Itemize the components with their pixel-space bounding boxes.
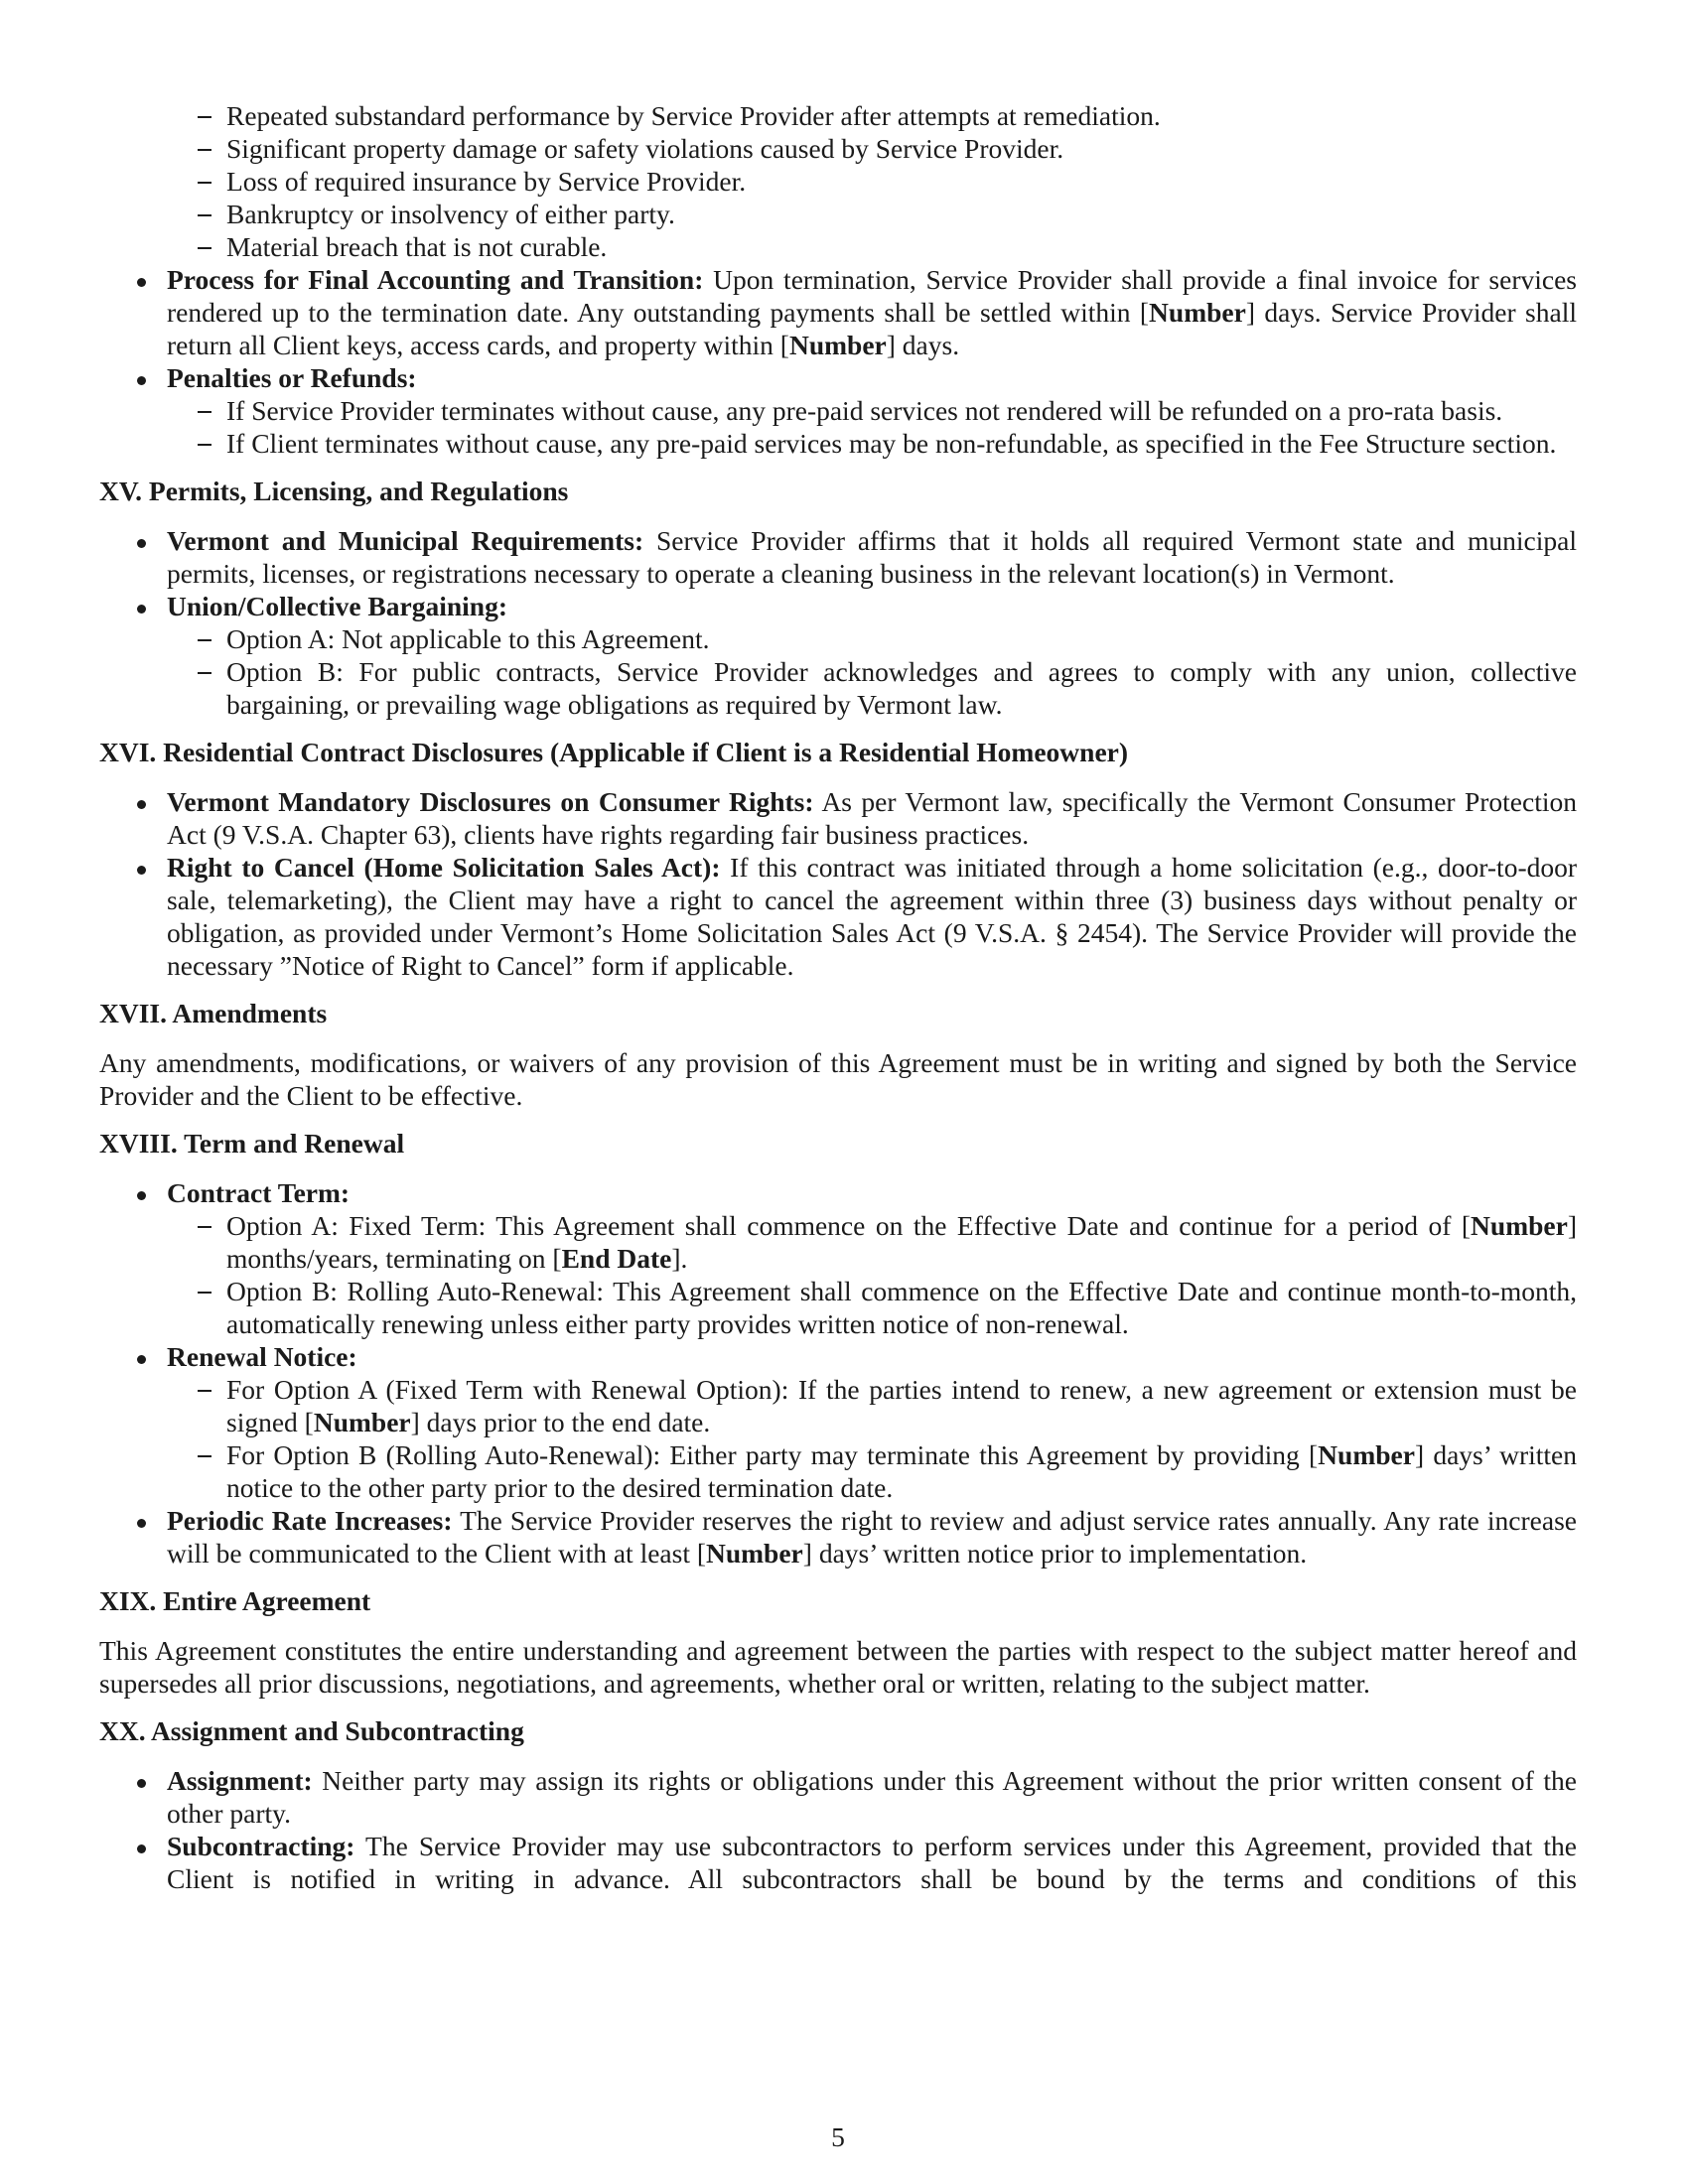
bullet-label: Periodic Rate Increases: [167,1505,453,1536]
sub-list-item [167,165,1577,198]
bullet-item [99,1340,1577,1504]
dash-marker [198,1292,211,1294]
section-heading: XVII. Amendments [99,998,328,1028]
bullet-text [167,1340,1577,1373]
section-heading: XVI. Residential Contract Disclosures (Applicable if Client is a Residential Homeowner) [99,737,1129,767]
text-run: For Option A (Fixed Term with Renewal Option): If the parties intend to renew, a new agreement or extension must be signed [ [226,1374,1577,1437]
text-run: Option B: Rolling Auto-Renewal: This Agreement shall commence on the Effective Date and continue month-to-month, automatically renewing unless either party provides written notice of non-renewal. [226,1276,1577,1339]
sub-item-text [226,165,1577,198]
text-run: This Agreement constitutes the entire understanding and agreement between the parties with respect to the subject matter hereof and supersedes all prior discussions, negotiations, and agreements, whether oral or written, relating to the subject matter. [99,1635,1577,1699]
placeholder-field: Number [1471,1210,1568,1241]
bullet-marker [137,1191,146,1200]
sub-list-item [167,655,1577,721]
sub-list [167,1209,1577,1340]
bullet-text [167,1176,1577,1209]
sub-list-item [167,99,1577,132]
sub-list [167,394,1577,460]
section-paragraph [99,1046,1577,1112]
sub-list-item [167,1275,1577,1340]
bullet-label: Assignment: [167,1765,313,1796]
text-run: ] days prior to the end date. [410,1407,711,1437]
section-xvii [99,997,1577,1112]
text-run: Bankruptcy or insolvency of either party. [226,199,675,229]
text-run: Neither party may assign its rights or obligations under this Agreement without the prior written consent of the other party. [167,1765,1577,1829]
section-heading: XX. Assignment and Subcontracting [99,1715,524,1746]
sub-item-text [226,1438,1577,1504]
bullet-item [99,1504,1577,1570]
bullet-text [167,361,1577,394]
text-run: Loss of required insurance by Service Provider. [226,166,747,197]
section-heading: XVIII. Term and Renewal [99,1128,405,1159]
bullet-text [167,1764,1577,1830]
dash-marker [198,639,211,641]
bullet-text [167,524,1577,590]
section-heading: XV. Permits, Licensing, and Regulations [99,476,569,506]
sub-list-item [167,622,1577,655]
sub-item-text [226,427,1577,460]
bullet-text [167,851,1577,982]
bullet-label: Vermont Mandatory Disclosures on Consumer Rights: [167,786,814,817]
bullet-text [167,1830,1577,1895]
bullet-item [99,1764,1577,1830]
dash-marker [198,214,211,216]
placeholder-field: Number [706,1538,803,1569]
bullet-item [99,1176,1577,1340]
bullet-item [99,263,1577,361]
text-run: Any amendments, modifications, or waivers of any provision of this Agreement must be in writing and signed by both the Service Provider and the Client to be effective. [99,1047,1577,1111]
text-run: Material breach that is not curable. [226,231,608,262]
text-run: Option A: Fixed Term: This Agreement shall commence on the Effective Date and continue for a period of [ [226,1210,1472,1241]
section-paragraph [99,1634,1577,1700]
dash-marker [198,1455,211,1457]
bullet-marker [137,866,146,875]
text-run: ] days. Service Provider shall return all Client keys, access cards, and property within [ [167,297,1577,360]
text-run: ]. [671,1243,688,1274]
sub-item-text [226,99,1577,132]
section-xviii [99,1127,1577,1570]
section-xx [99,1714,1577,1895]
bullet-text [167,1504,1577,1570]
dash-marker [198,672,211,674]
dash-marker [198,1226,211,1228]
sub-item-text [226,655,1577,721]
placeholder-field: Number [1318,1439,1415,1470]
bullet-marker [137,800,146,809]
sub-list-item [167,394,1577,427]
text-run: Option B: For public contracts, Service Provider acknowledges and agrees to comply with any union, collective bargaining, or prevailing wage obligations as required by Vermont law. [226,656,1577,720]
bullet-marker [137,1355,146,1364]
bullet-text [167,785,1577,851]
placeholder-field: Number [313,1407,411,1437]
page-number: 5 [831,2121,845,2152]
bullet-label: Union/Collective Bargaining: [167,591,507,621]
text-run: The Service Provider may use subcontractors to perform services under this Agreement, provided that the Client is notified in writing in advance. All subcontractors shall be bound by the terms and conditions of this [167,1831,1577,1894]
section-xv [99,475,1577,721]
sub-list [167,622,1577,721]
bullet-text [167,263,1577,361]
continued-sub-list [99,99,1577,263]
bullet-label: Penalties or Refunds: [167,362,417,393]
bullet-item [99,524,1577,590]
bullet-item [99,851,1577,982]
text-run: The Service Provider reserves the right to review and adjust service rates annually. Any rate increase will be communicated to the Client with at least [ [167,1505,1577,1569]
bullet-item [99,361,1577,460]
text-run: ] months/years, terminating on [ [226,1210,1577,1274]
bullet-item [99,1830,1577,1895]
sub-list-item [167,427,1577,460]
sub-item-text [226,1209,1577,1275]
dash-marker [198,116,211,118]
bullet-item [99,590,1577,721]
sub-list-item [167,1373,1577,1438]
bullet-marker [137,1779,146,1788]
dash-marker [198,247,211,249]
bullet-marker [137,539,146,548]
dash-marker [198,182,211,184]
bullet-marker [137,605,146,614]
bullet-marker [137,1519,146,1528]
sub-list-item [167,132,1577,165]
sub-list-item [167,1438,1577,1504]
text-run: If this contract was initiated through a home solicitation (e.g., door-to-door sale, telemarketing), the Client may have a right to cancel the agreement within three (3) business days without penalty or obligation, as provided under Vermont’s Home Solicitation Sales Act (9 V.S.A. § 2454). The Service Provider will provide the necessary ”Notice of Right to Cancel” form if applicable. [167,852,1578,981]
text-run: If Client terminates without cause, any pre-paid services may be non-refundable, as specified in the Fee Structure section. [226,428,1557,459]
text-run: As per Vermont law, specifically the Vermont Consumer Protection Act (9 V.S.A. Chapter 63), clients have rights regarding fair business practices. [167,786,1577,850]
text-run: Upon termination, Service Provider shall provide a final invoice for services rendered up to the termination date. Any outstanding payments shall be settled within [ [167,264,1578,328]
sub-list-item [167,198,1577,230]
text-run: Option A: Not applicable to this Agreement. [226,623,710,654]
section-heading: XIX. Entire Agreement [99,1585,371,1616]
text-run: Significant property damage or safety violations caused by Service Provider. [226,133,1064,164]
text-run: Repeated substandard performance by Service Provider after attempts at remediation. [226,100,1161,131]
sub-item-text [226,394,1577,427]
sub-item-text [226,1373,1577,1438]
bullet-item [99,785,1577,851]
text-run: ] days. [886,330,960,360]
bullet-label: Right to Cancel (Home Solicitation Sales Act): [167,852,721,883]
placeholder-field: End Date [561,1243,672,1274]
text-run: Service Provider affirms that it holds all required Vermont state and municipal permits, licenses, or registrations necessary to operate a cleaning business in the relevant location(s) in Vermont. [167,525,1578,589]
bullet-label: Subcontracting: [167,1831,355,1861]
dash-marker [198,149,211,151]
bullet-label: Renewal Notice: [167,1341,357,1372]
sub-list-item [167,230,1577,263]
placeholder-field: Number [788,330,887,360]
bullet-text [167,590,1577,622]
sub-item-text [226,132,1577,165]
text-run: ] days’ written notice prior to implementation. [802,1538,1308,1569]
dash-marker [198,1390,211,1392]
document-page-body [99,99,1577,1895]
sub-item-text [226,622,1577,655]
text-run: ] days’ written notice to the other party prior to the desired termination date. [226,1439,1577,1503]
sub-item-text [226,230,1577,263]
bullet-label: Contract Term: [167,1177,351,1208]
dash-marker [198,444,211,446]
placeholder-field: Number [1149,297,1246,328]
bullet-label: Process for Final Accounting and Transition: [167,264,704,295]
sub-item-text [226,198,1577,230]
bullet-marker [137,1844,146,1853]
bullet-label: Vermont and Municipal Requirements: [167,525,644,556]
text-run: If Service Provider terminates without cause, any pre-paid services not rendered will be refunded on a pro-rata basis. [226,395,1503,426]
dash-marker [198,411,211,413]
sub-list [167,1373,1577,1504]
section-xix [99,1584,1577,1700]
sub-item-text [226,1275,1577,1340]
bullet-marker [137,376,146,385]
bullet-marker [137,278,146,287]
text-run: For Option B (Rolling Auto-Renewal): Either party may terminate this Agreement by providing [ [226,1439,1319,1470]
sub-list-item [167,1209,1577,1275]
section-xvi [99,736,1577,982]
